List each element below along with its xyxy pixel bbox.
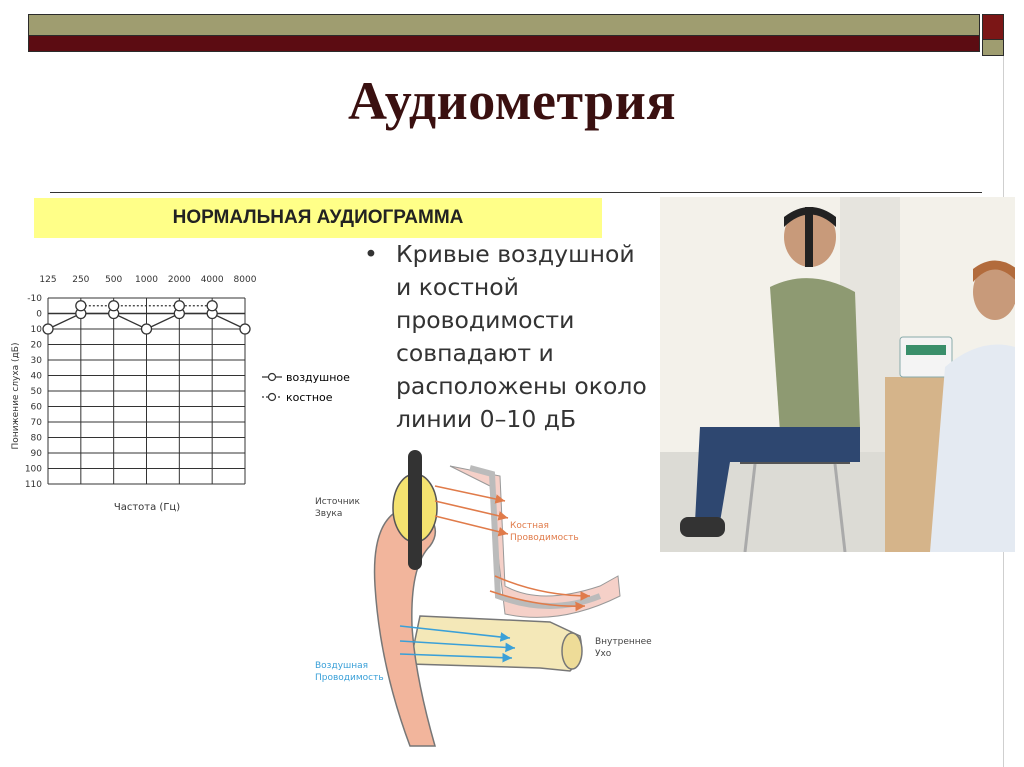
bone-point (207, 301, 217, 311)
y-tick-label: 60 (30, 402, 42, 413)
bone-label: Костная (510, 521, 549, 531)
normal-audiogram-label (34, 198, 602, 238)
header-bar (28, 14, 980, 56)
x-tick-label: 500 (105, 275, 123, 285)
bone-point (109, 301, 119, 311)
y-tick-label: 90 (30, 449, 42, 459)
x-tick-label: 1000 (135, 275, 158, 285)
bullet-line: расположены около (396, 372, 647, 400)
air-point (240, 324, 250, 334)
source-label: Источник (315, 497, 360, 507)
slide-title: Аудиометрия (347, 71, 677, 131)
y-tick-label: 70 (30, 418, 42, 428)
bullet-marker: • (364, 240, 378, 268)
y-tick-label: 0 (36, 309, 42, 320)
y-tick-label: 20 (30, 340, 42, 351)
inner-ear-label: Внутреннее (595, 637, 652, 647)
bullet-point (364, 238, 660, 436)
inner-ear-opening (562, 633, 582, 669)
y-tick-label: 10 (30, 325, 42, 335)
inner-ear-label: Ухо (595, 649, 612, 659)
header-corner-top (982, 14, 1004, 40)
legend-bone: костное (286, 391, 333, 404)
header-bar-maroon (28, 36, 980, 52)
audiogram-legend (262, 371, 350, 404)
normal-audiogram-label-text: НОРМАЛЬНАЯ АУДИОГРАММА (172, 207, 464, 228)
bullet-line: проводимости (396, 306, 575, 334)
audiogram-y-label: Понижение слуха (дБ) (11, 342, 21, 450)
y-tick-label: -10 (27, 294, 42, 304)
bone-point (76, 301, 86, 311)
header-corner-bottom (982, 40, 1004, 56)
y-tick-label: 40 (30, 371, 42, 382)
legend-air: воздушное (286, 371, 350, 384)
x-tick-label: 4000 (200, 275, 224, 285)
headphone-band-icon (408, 450, 422, 570)
y-tick-label: 110 (24, 480, 42, 490)
bullet-line: совпадают и (396, 339, 554, 367)
patient-torso (770, 278, 860, 432)
source-label: Звука (315, 509, 343, 519)
air-point (142, 324, 152, 334)
audiogram-y-ticks (25, 294, 42, 490)
y-tick-label: 80 (30, 433, 42, 444)
bullet-text (396, 238, 660, 436)
ear-conduction-diagram (300, 446, 680, 766)
bullet-line: линии 0–10 дБ (396, 405, 577, 433)
x-tick-label: 125 (39, 275, 57, 285)
audiogram-x-ticks (39, 275, 256, 285)
x-tick-label: 8000 (233, 275, 257, 285)
y-tick-label: 50 (30, 387, 42, 397)
x-tick-label: 250 (72, 275, 90, 285)
headphones-icon (805, 207, 813, 267)
x-tick-label: 2000 (167, 275, 191, 285)
y-tick-label: 30 (30, 356, 42, 366)
audiometer-device (900, 337, 952, 377)
air-label: Воздушная (315, 661, 369, 671)
air-point (43, 324, 53, 334)
audiogram-x-label: Частота (Гц) (113, 502, 181, 513)
bullet-line: и костной (396, 273, 519, 301)
header-bar-olive (28, 14, 980, 36)
audiometry-photo (660, 197, 1015, 552)
bone-point (174, 301, 184, 311)
bone-label: Проводимость (510, 533, 579, 543)
air-label: Проводимость (315, 673, 384, 683)
y-tick-label: 100 (24, 464, 42, 475)
title-divider (50, 192, 982, 193)
bullet-line: Кривые воздушной (396, 240, 635, 268)
